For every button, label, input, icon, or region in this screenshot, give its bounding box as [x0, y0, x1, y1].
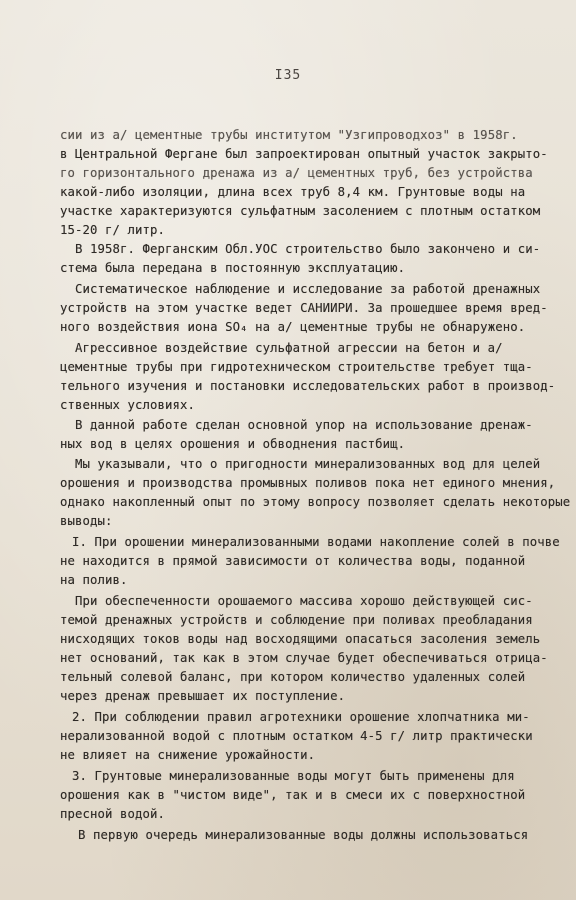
text-line: какой-либо изоляции, длина всех труб 8,4 км. Грунтовые воды на [60, 185, 526, 199]
text-line: сии из а/ цементные трубы институтом "Узгипроводхоз" в 1958г. [60, 128, 518, 142]
text-line: I. При орошении минерализованными водами накопление солей в почве [72, 535, 560, 549]
text-line: нерализованной водой с плотным остатком 4-5 г/ литр практически [60, 729, 533, 743]
text-line: 15-20 г/ литр. [60, 223, 166, 237]
text-line: тельного изучения и постановки исследовательских работ в производ- [60, 379, 556, 393]
text-line: орошения и производства промывных поливов пока нет единого мнения, [60, 476, 556, 490]
text-line: В данной работе сделан основной упор на использование дренаж- [75, 418, 533, 432]
text-line: цементные трубы при гидротехническом строительстве требует тща- [60, 360, 533, 374]
text-line: темой дренажных устройств и соблюдение при поливах преобладания [60, 613, 533, 627]
text-line: ных вод в целях орошения и обводнения пастбищ. [60, 437, 406, 451]
text-line: на полив. [60, 573, 128, 587]
text-line: не находится в прямой зависимости от количества воды, поданной [60, 554, 526, 568]
text-line: Мы указывали, что о пригодности минерализованных вод для целей [75, 457, 541, 471]
text-line: При обеспеченности орошаемого массива хорошо действующей сис- [75, 594, 533, 608]
text-line: В первую очередь минерализованные воды должны использоваться [78, 828, 529, 842]
text-line: однако накопленный опыт по этому вопросу позволяет сделать некоторые [60, 495, 571, 509]
text-line: устройств на этом участке ведет САНИИРИ. За прошедшее время вред- [60, 301, 548, 315]
page-number: I35 [274, 68, 302, 83]
text-line: нисходящих токов воды над восходящими опасаться засоления земель [60, 632, 541, 646]
text-line: Систематическое наблюдение и исследование за работой дренажных [75, 282, 541, 296]
text-line: в Центральной Фергане был запроектирован опытный участок закрыто- [60, 147, 548, 161]
text-line: стема была передана в постоянную эксплуатацию. [60, 261, 406, 275]
text-line: 3. Грунтовые минерализованные воды могут быть применены для [72, 769, 515, 783]
text-line: В 1958г. Ферганским Обл.УОС строительство было закончено и си- [75, 242, 541, 256]
text-line: через дренаж превышает их поступление. [60, 689, 346, 703]
text-line: участке характеризуются сульфатным засолением с плотным остатком [60, 204, 541, 218]
text-line: ственных условиях. [60, 398, 196, 412]
text-line: тельный солевой баланс, при котором количество удаленных солей [60, 670, 526, 684]
text-line: орошения как в "чистом виде", так и в смеси их с поверхностной [60, 788, 526, 802]
text-line: не влияет на снижение урожайности. [60, 748, 316, 762]
text-line: ного воздействия иона SO₄ на а/ цементные трубы не обнаружено. [60, 320, 526, 334]
text-line: пресной водой. [60, 807, 166, 821]
text-line: нет оснований, так как в этом случае будет обеспечиваться отрица- [60, 651, 548, 665]
text-line: го горизонтального дренажа из а/ цементных труб, без устройства [60, 166, 533, 180]
text-line: выводы: [60, 514, 113, 528]
text-line: Агрессивное воздействие сульфатной агрессии на бетон и а/ [75, 341, 503, 355]
text-line: 2. При соблюдении правил агротехники орошение хлопчатника ми- [72, 710, 530, 724]
